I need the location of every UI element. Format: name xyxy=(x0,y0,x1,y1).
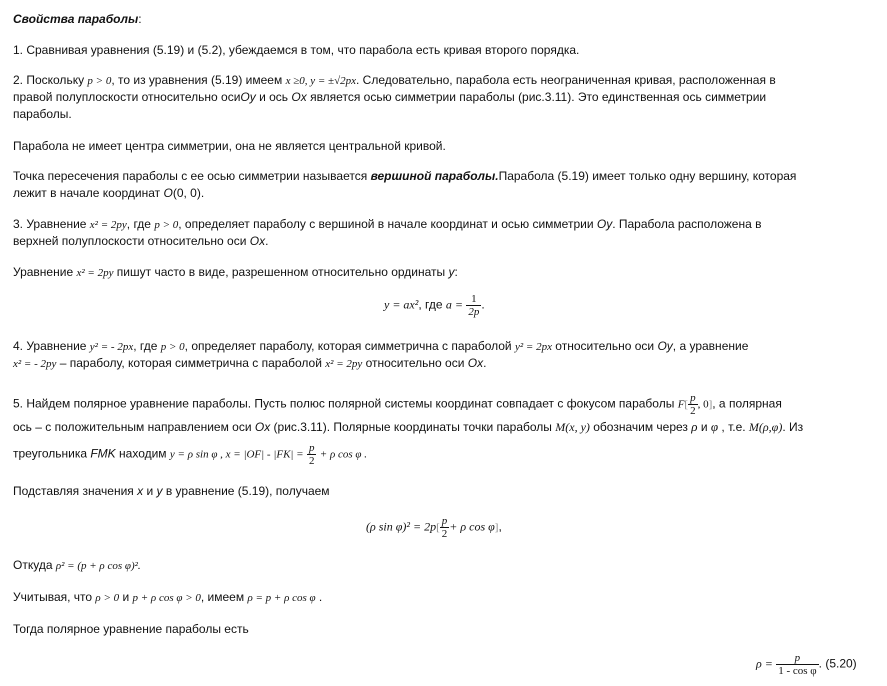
fraction: $\frac{p}{2}$ xyxy=(690,392,696,417)
paragraph-4-line-2: лежит в начале координат O(0, 0). xyxy=(13,186,205,200)
formula: p > 0 xyxy=(87,75,112,87)
formula: p > 0 xyxy=(154,219,179,231)
formula: + ρ cos φ . xyxy=(319,448,367,461)
paragraph-1: 1. Сравнивая уравнения (5.19) и (5.2), убеждаемся в том, что парабола есть кривая второго порядка. xyxy=(13,43,580,57)
paragraph-2: 2. Поскольку p > 0, то из уравнения (5.19) имеем x ≥0, y = ±√2px. Следовательно, парабола есть неограниченная кривая, расположенная в xyxy=(13,73,776,87)
formula: x² = - 2py xyxy=(13,358,57,370)
paragraph-12: Тогда полярное уравнение параболы есть xyxy=(13,622,249,636)
formula: x² = 2py xyxy=(89,219,127,231)
formula: x ≥0, y = ±√2px xyxy=(285,75,356,87)
paragraph-8-line-3: треугольника FMK находим y = ρ sin φ , x = |OF| - |FK| = $\frac{p}{2}$ + ρ cos φ . xyxy=(13,442,367,467)
formula: y² = - 2px xyxy=(89,341,134,353)
section-heading: Свойства параболы: xyxy=(13,12,142,26)
paragraph-10: Откуда ρ² = (p + ρ cos φ)². xyxy=(13,558,141,572)
paragraph-9: Подставляя значения x и y в уравнение (5.19), получаем xyxy=(13,484,330,498)
fraction: $\frac{p}{\text{1 - cos φ}}$ xyxy=(778,652,817,677)
formula: p > 0 xyxy=(160,341,185,353)
paragraph-11: Учитывая, что ρ > 0 и p + ρ cos φ > 0, имеем ρ = p + ρ cos φ . xyxy=(13,590,323,604)
equation-5-20: ρ = $\frac{p}{\text{1 - cos φ}}$ . (5.20) xyxy=(756,652,857,677)
fraction: $\frac{p}{2}$ xyxy=(308,442,315,467)
paragraph-5: 3. Уравнение x² = 2py, где p > 0, определяет параболу с вершиной в начале координат и осью симметрии Oy. Парабола расположена в xyxy=(13,217,762,231)
formula: y = ρ sin φ , x = |OF| - |FK| = xyxy=(169,448,304,461)
heading-text: Свойства параболы xyxy=(13,12,139,26)
paragraph-7: 4. Уравнение y² = - 2px, где p > 0, определяет параболу, которая симметрична с параболой y² = 2px относительно оси Oy, а уравнение xyxy=(13,339,749,353)
paragraph-6: Уравнение x² = 2py пишут часто в виде, разрешенном относительно ординаты y: xyxy=(13,265,458,279)
fraction: $\frac{1}{2p}$ xyxy=(468,293,480,318)
formula: ρ² = (p + ρ cos φ)². xyxy=(55,560,141,572)
formula: p + ρ cos φ > 0 xyxy=(132,592,201,604)
paragraph-8-line-2: ось – с положительным направлением оси Ox (рис.3.11). Полярные координаты точки параболы M(x, y) обозначим через ρ и φ , т.е. M(ρ,φ). Из xyxy=(13,419,804,434)
paragraph-5-line-2: верхней полуплоскости относительно оси Ox. xyxy=(13,234,269,248)
formula: x² = 2py xyxy=(76,267,114,279)
paragraph-7-line-2: x² = - 2py – параболу, которая симметрична с параболой x² = 2py относительно оси Ox. xyxy=(13,356,487,370)
equation-1: y = ax², где a = $\frac{1}{2p}$ . xyxy=(384,293,485,318)
term-vertex: вершиной параболы. xyxy=(370,169,499,183)
formula: y² = 2px xyxy=(514,341,552,353)
paragraph-8: 5. Найдем полярное уравнение параболы. Пусть полюс полярной системы координат совпадает с фокусом параболы F[ $\frac{p}{2}$ , 0], а полярная xyxy=(13,392,782,417)
paragraph-2-line-2: правой полуплоскости относительно осиOy и ось Ox является осью симметрии параболы (рис.3.11). Это единственная ось симметрии xyxy=(13,90,767,104)
paragraph-2-line-3: параболы. xyxy=(13,107,72,121)
formula: ρ = p + ρ cos φ xyxy=(247,592,316,604)
fraction: $\frac{p}{2}$ xyxy=(441,515,448,540)
paragraph-4: Точка пересечения параболы с ее осью симметрии называется вершиной параболы.Парабола (5.19) имеет только одну вершину, которая xyxy=(13,169,797,183)
formula: x² = 2py xyxy=(325,358,363,370)
paragraph-3: Парабола не имеет центра симметрии, она не является центральной кривой. xyxy=(13,139,446,153)
equation-2: (ρ sin φ)² = 2p[ $\frac{p}{2}$ + ρ cos φ], xyxy=(366,515,502,540)
equation-number: (5.20) xyxy=(825,656,857,671)
formula: ρ > 0 xyxy=(95,592,120,604)
